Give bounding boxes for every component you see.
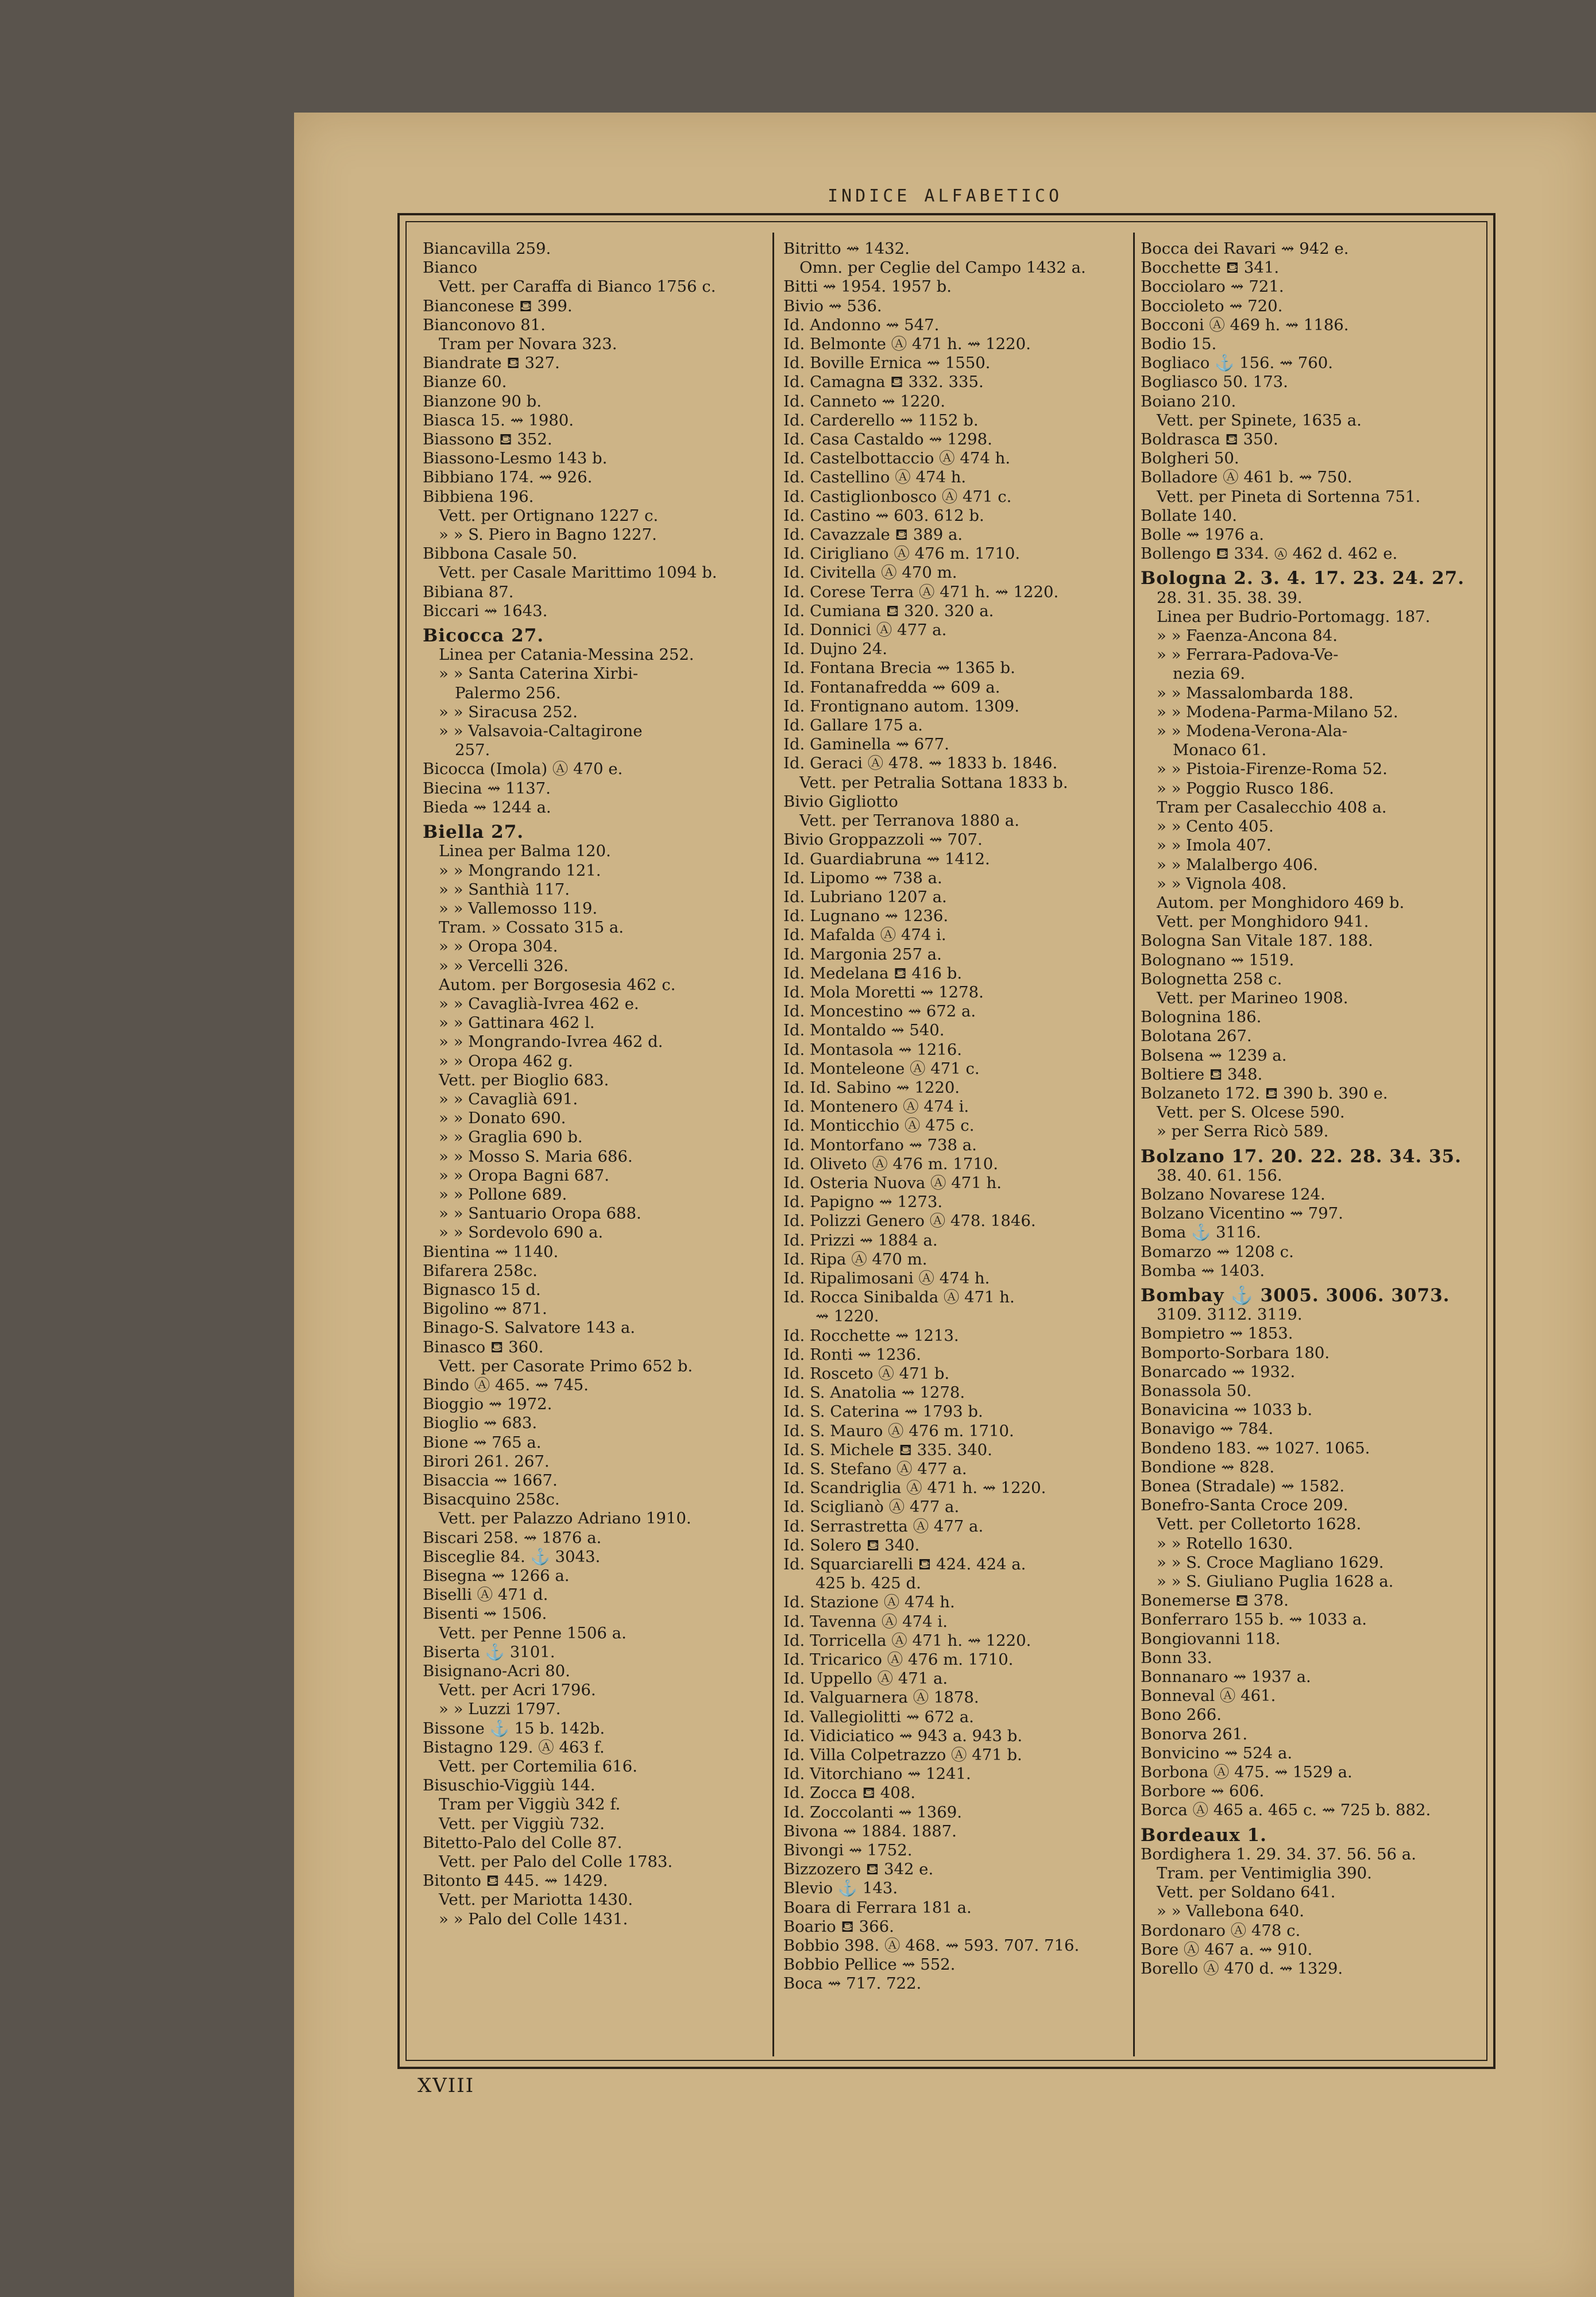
index-entry: Id. Cavazzale ⛾ 389 a.	[783, 525, 963, 544]
index-entry: » » Oropa Bagni 687.	[439, 1166, 609, 1185]
index-entry: Id. Squarciarelli ⛾ 424. 424 a.	[783, 1555, 1026, 1574]
index-entry: Bianzone 90 b.	[423, 392, 542, 411]
index-entry: Id. Uppello Ⓐ 471 a.	[783, 1669, 948, 1688]
index-entry: Boiano 210.	[1141, 392, 1236, 411]
index-entry: Vett. per Spinete, 1635 a.	[1157, 411, 1362, 430]
index-frame	[397, 213, 1495, 2069]
index-entry: Id. Rocchette ⇝ 1213.	[783, 1326, 959, 1345]
index-entry: Bodio 15.	[1141, 335, 1217, 354]
index-entry: Bologna San Vitale 187. 188.	[1141, 931, 1373, 950]
index-entry: » » Pistoia-Firenze-Roma 52.	[1157, 760, 1388, 779]
index-entry: Vett. per Acri 1796.	[439, 1681, 596, 1700]
index-entry: Bivio ⇝ 536.	[783, 296, 882, 315]
index-entry: Bolladore Ⓐ 461 b. ⇝ 750.	[1141, 468, 1352, 487]
index-entry: Bindo Ⓐ 465. ⇝ 745.	[423, 1375, 589, 1394]
index-entry: Vett. per Soldano 641.	[1157, 1883, 1336, 1902]
index-entry: Bonnanaro ⇝ 1937 a.	[1141, 1668, 1311, 1687]
index-entry: Boldrasca ⛾ 350.	[1141, 430, 1278, 449]
index-entry: » » S. Giuliano Puglia 1628 a.	[1157, 1572, 1394, 1591]
index-entry: Autom. per Borgosesia 462 c.	[439, 975, 676, 994]
index-entry: Id. Lugnano ⇝ 1236.	[783, 907, 949, 926]
index-entry: » » Modena-Verona-Ala-	[1157, 722, 1348, 741]
index-entry: Id. Tavenna Ⓐ 474 i.	[783, 1612, 948, 1631]
index-entry: » » Vallemosso 119.	[439, 899, 598, 918]
index-entry: Id. Id. Sabino ⇝ 1220.	[783, 1078, 960, 1097]
index-entry: » » Poggio Rusco 186.	[1157, 779, 1334, 798]
index-entry: Bobbio Pellice ⇝ 552.	[783, 1955, 956, 1974]
index-entry: Id. S. Stefano Ⓐ 477 a.	[783, 1460, 967, 1478]
index-entry: Bibbiena 196.	[423, 487, 534, 506]
index-entry: Bisignano-Acri 80.	[423, 1662, 570, 1681]
index-entry: Bivongi ⇝ 1752.	[783, 1841, 913, 1860]
index-entry: » » Luzzi 1797.	[439, 1700, 561, 1719]
index-entry: Bore Ⓐ 467 a. ⇝ 910.	[1141, 1940, 1313, 1959]
index-entry: Omn. per Ceglie del Campo 1432 a.	[799, 258, 1086, 277]
index-entry: Bolotana 267.	[1141, 1027, 1252, 1046]
index-entry: Vett. per Casale Marittimo 1094 b.	[439, 563, 717, 582]
index-entry: Id. Cirigliano Ⓐ 476 m. 1710.	[783, 544, 1021, 563]
index-entry: Bioggio ⇝ 1972.	[423, 1395, 552, 1414]
index-entry: Bollate 140.	[1141, 506, 1238, 525]
index-entry: Biscari 258. ⇝ 1876 a.	[423, 1528, 602, 1547]
index-entry: Vett. per Petralia Sottana 1833 b.	[799, 773, 1068, 792]
index-entry: Id. Scandriglia Ⓐ 471 h. ⇝ 1220.	[783, 1479, 1046, 1498]
index-entry: Bisceglie 84. ⚓ 3043.	[423, 1547, 601, 1566]
index-entry: » » Modena-Parma-Milano 52.	[1157, 702, 1398, 721]
index-entry: Bocconi Ⓐ 469 h. ⇝ 1186.	[1141, 315, 1349, 334]
index-entry: Blevio ⚓ 143.	[783, 1879, 898, 1898]
index-entry: » » Graglia 690 b.	[439, 1128, 583, 1147]
index-entry: Bianconovo 81.	[423, 315, 546, 334]
index-entry: Bordighera 1. 29. 34. 37. 56. 56 a.	[1141, 1844, 1416, 1863]
index-heading: Bolzano 17. 20. 22. 28. 34. 35.	[1141, 1146, 1462, 1167]
index-entry: Bigolino ⇝ 871.	[423, 1300, 547, 1318]
index-entry: Tram per Viggiù 342 f.	[439, 1795, 621, 1814]
index-entry: Biserta ⚓ 3101.	[423, 1642, 555, 1661]
index-entry: Bordonaro Ⓐ 478 c.	[1141, 1921, 1301, 1940]
page	[294, 113, 1596, 2297]
index-entry: Bione ⇝ 765 a.	[423, 1433, 542, 1452]
index-entry: Id. Torricella Ⓐ 471 h. ⇝ 1220.	[783, 1631, 1031, 1650]
index-entry: Boario ⛾ 366.	[783, 1917, 894, 1936]
index-entry: Id. Rosceto Ⓐ 471 b.	[783, 1364, 950, 1383]
index-entry: Id. Lubriano 1207 a.	[783, 887, 947, 906]
index-entry: Bivona ⇝ 1884. 1887.	[783, 1822, 957, 1840]
index-entry: Bolzano Novarese 124.	[1141, 1185, 1326, 1204]
index-column-2	[783, 239, 1128, 2055]
index-entry: Id. Frontignano autom. 1309.	[783, 697, 1020, 716]
index-entry: Bongiovanni 118.	[1141, 1629, 1281, 1648]
index-entry: Bonneval Ⓐ 461.	[1141, 1687, 1276, 1706]
index-entry: Bisaccia ⇝ 1667.	[423, 1471, 558, 1490]
index-entry: Bioglio ⇝ 683.	[423, 1414, 538, 1433]
index-entry: Tram. per Ventimiglia 390.	[1157, 1864, 1372, 1883]
index-entry: Bignasco 15 d.	[423, 1280, 541, 1299]
index-entry: Vett. per S. Olcese 590.	[1157, 1103, 1345, 1122]
index-entry: Bonavigo ⇝ 784.	[1141, 1420, 1274, 1438]
column-divider	[772, 233, 774, 2056]
index-entry: Id. Gallare 175 a.	[783, 716, 923, 735]
index-entry: Birori 261. 267.	[423, 1452, 550, 1471]
index-entry: 425 b. 425 d.	[816, 1574, 921, 1593]
index-entry: Bolognina 186.	[1141, 1008, 1262, 1027]
index-entry: Bonefro-Santa Croce 209.	[1141, 1496, 1348, 1515]
index-entry: Bisacquino 258c.	[423, 1490, 560, 1509]
page-header: INDICE ALFABETICO	[827, 186, 1063, 206]
index-entry: Id. Castelbottaccio Ⓐ 474 h.	[783, 449, 1011, 468]
index-entry: » » Cavaglià-Ivrea 462 e.	[439, 994, 639, 1013]
index-entry: Id. Castellino Ⓐ 474 h.	[783, 468, 967, 487]
index-entry: Bolgheri 50.	[1141, 449, 1239, 468]
index-entry: » » Mongrando-Ivrea 462 d.	[439, 1033, 663, 1051]
index-entry: Bisegna ⇝ 1266 a.	[423, 1567, 570, 1586]
index-entry: Vett. per Penne 1506 a.	[439, 1623, 627, 1642]
index-entry: Bivio Gigliotto	[783, 792, 898, 811]
index-entry: Vett. per Caraffa di Bianco 1756 c.	[439, 277, 716, 296]
index-entry: Bitonto ⛾ 445. ⇝ 1429.	[423, 1871, 608, 1890]
index-entry: Bolognano ⇝ 1519.	[1141, 950, 1294, 969]
index-entry: Biecina ⇝ 1137.	[423, 779, 551, 798]
index-entry: Id. Castino ⇝ 603. 612 b.	[783, 506, 984, 525]
index-heading: Bordeaux 1.	[1141, 1824, 1267, 1846]
index-entry: Bono 266.	[1141, 1706, 1222, 1724]
index-entry: Vett. per Cortemilia 616.	[439, 1757, 637, 1776]
index-entry: Bomarzo ⇝ 1208 c.	[1141, 1242, 1294, 1261]
index-entry: Id. Mola Moretti ⇝ 1278.	[783, 983, 984, 1001]
index-entry: Bonorva 261.	[1141, 1724, 1248, 1743]
index-entry: Id. Papigno ⇝ 1273.	[783, 1193, 943, 1212]
index-entry: » » Santa Caterina Xirbi-	[439, 664, 639, 683]
index-entry: Bifarera 258c.	[423, 1261, 538, 1280]
index-entry: Id. Margonia 257 a.	[783, 945, 942, 964]
index-entry: Tram per Novara 323.	[439, 335, 617, 354]
index-entry: Vett. per Marineo 1908.	[1157, 988, 1348, 1007]
index-entry: Bonea (Stradale) ⇝ 1582.	[1141, 1477, 1345, 1495]
index-entry: » » S. Croce Magliano 1629.	[1157, 1553, 1384, 1572]
index-entry: Id. Zoccolanti ⇝ 1369.	[783, 1803, 962, 1822]
index-entry: Id. Ripa Ⓐ 470 m.	[783, 1250, 928, 1269]
index-entry: Id. Oliveto Ⓐ 476 m. 1710.	[783, 1154, 999, 1173]
index-entry: Id. Tricarico Ⓐ 476 m. 1710.	[783, 1650, 1014, 1669]
index-entry: » » S. Piero in Bagno 1227.	[439, 525, 657, 544]
index-entry: Id. Fontana Brecia ⇝ 1365 b.	[783, 659, 1015, 678]
index-entry: Id. Geraci Ⓐ 478. ⇝ 1833 b. 1846.	[783, 754, 1058, 773]
index-entry: Linea per Catania-Messina 252.	[439, 645, 694, 664]
index-entry: Bistagno 129. Ⓐ 463 f.	[423, 1738, 605, 1757]
index-entry: Bizzozero ⛾ 342 e.	[783, 1860, 934, 1879]
index-entry: Id. Camagna ⛾ 332. 335.	[783, 373, 984, 392]
index-entry: » » Pollone 689.	[439, 1185, 567, 1204]
index-entry: » » Rotello 1630.	[1157, 1534, 1293, 1553]
index-entry: Boccioleto ⇝ 720.	[1141, 296, 1283, 315]
index-entry: nezia 69.	[1173, 664, 1246, 683]
index-entry: Id. Zocca ⛾ 408.	[783, 1784, 915, 1803]
index-entry: Biselli Ⓐ 471 d.	[423, 1586, 548, 1604]
index-entry: Bibbiano 174. ⇝ 926.	[423, 468, 593, 487]
index-heading: Bombay ⚓ 3005. 3006. 3073.	[1141, 1285, 1450, 1306]
index-entry: Boltiere ⛾ 348.	[1141, 1065, 1263, 1084]
index-entry: Id. Mafalda Ⓐ 474 i.	[783, 926, 946, 945]
index-entry: » » Mongrando 121.	[439, 861, 601, 880]
index-column-1	[423, 239, 767, 2055]
index-entry: Linea per Budrio-Portomagg. 187.	[1157, 607, 1431, 626]
index-entry: Id. Civitella Ⓐ 470 m.	[783, 563, 957, 582]
index-entry: Vett. per Viggiù 732.	[439, 1814, 605, 1833]
index-entry: Bisenti ⇝ 1506.	[423, 1604, 547, 1623]
index-entry: Bianco	[423, 258, 478, 277]
index-entry: » » Cavaglià 691.	[439, 1089, 578, 1108]
index-entry: Id. Canneto ⇝ 1220.	[783, 392, 945, 411]
index-entry: Id. Montasola ⇝ 1216.	[783, 1040, 962, 1059]
index-heading: Biella 27.	[423, 822, 524, 843]
index-entry: Bocchette ⛾ 341.	[1141, 258, 1280, 277]
index-entry: » » Siracusa 252.	[439, 702, 578, 721]
index-entry: Id. Montaldo ⇝ 540.	[783, 1021, 945, 1040]
index-entry: » » Mosso S. Maria 686.	[439, 1147, 633, 1166]
index-entry: Bicocca (Imola) Ⓐ 470 e.	[423, 760, 623, 779]
index-entry: Id. Montorfano ⇝ 738 a.	[783, 1135, 977, 1154]
index-entry: Id. Gaminella ⇝ 677.	[783, 735, 949, 754]
index-entry: Id. Ripalimosani Ⓐ 474 h.	[783, 1269, 990, 1287]
index-entry: Bonavicina ⇝ 1033 b.	[1141, 1401, 1313, 1420]
index-entry: Id. S. Caterina ⇝ 1793 b.	[783, 1402, 983, 1421]
index-entry: Id. Andonno ⇝ 547.	[783, 315, 940, 334]
index-entry: Bivio Groppazzoli ⇝ 707.	[783, 830, 983, 849]
index-entry: Id. Moncestino ⇝ 672 a.	[783, 1002, 976, 1021]
index-entry: » » Malalbergo 406.	[1157, 855, 1318, 874]
index-entry: Borca Ⓐ 465 a. 465 c. ⇝ 725 b. 882.	[1141, 1801, 1431, 1820]
index-entry: Vett. per Bioglio 683.	[439, 1070, 609, 1089]
index-entry: Bolzano Vicentino ⇝ 797.	[1141, 1204, 1343, 1223]
index-entry: Tram per Casalecchio 408 a.	[1157, 798, 1387, 817]
index-entry: Borello Ⓐ 470 d. ⇝ 1329.	[1141, 1959, 1343, 1978]
index-entry: Palermo 256.	[455, 683, 561, 702]
index-entry: Bitti ⇝ 1954. 1957 b.	[783, 277, 952, 296]
index-entry: » » Gattinara 462 l.	[439, 1014, 595, 1033]
index-entry: Vett. per Palo del Colle 1783.	[439, 1853, 673, 1871]
index-entry: » » Santhià 117.	[439, 880, 570, 899]
index-entry: Borbore ⇝ 606.	[1141, 1782, 1265, 1801]
index-entry: Id. Serrastretta Ⓐ 477 a.	[783, 1517, 984, 1536]
index-entry: Bitetto-Palo del Colle 87.	[423, 1833, 623, 1852]
index-entry: » » Santuario Oropa 688.	[439, 1204, 642, 1223]
index-entry: Id. Rocca Sinibalda Ⓐ 471 h.	[783, 1288, 1015, 1307]
index-entry: Id. Fontanafredda ⇝ 609 a.	[783, 678, 1000, 697]
index-entry: Biassono ⛾ 352.	[423, 430, 552, 449]
index-entry: Id. Vidiciatico ⇝ 943 a. 943 b.	[783, 1726, 1023, 1745]
index-entry: Biancavilla 259.	[423, 239, 551, 258]
index-entry: Id. Medelana ⛾ 416 b.	[783, 964, 963, 983]
index-entry: ⇝ 1220.	[816, 1307, 879, 1326]
index-entry: Bibiana 87.	[423, 582, 514, 601]
index-entry: Vett. per Ortignano 1227 c.	[439, 506, 659, 525]
index-heading: Bicocca 27.	[423, 625, 544, 647]
index-entry: » » Vallebona 640.	[1157, 1902, 1304, 1921]
index-entry: Id. Ronti ⇝ 1236.	[783, 1345, 922, 1364]
index-entry: » » Cento 405.	[1157, 817, 1274, 836]
index-entry: Bianconese ⛾ 399.	[423, 296, 573, 315]
index-entry: » » Oropa 462 g.	[439, 1051, 573, 1070]
index-entry: Bondione ⇝ 828.	[1141, 1457, 1275, 1476]
index-entry: Id. Vallegiolitti ⇝ 672 a.	[783, 1707, 974, 1726]
index-entry: Id. Donnici Ⓐ 477 a.	[783, 621, 947, 640]
index-entry: 257.	[455, 741, 490, 760]
index-entry: Bolle ⇝ 1976 a.	[1141, 525, 1265, 544]
index-entry: Bisuschio-Viggiù 144.	[423, 1776, 596, 1795]
index-entry: Bollengo ⛾ 334. Ⓐ 462 d. 462 e.	[1141, 544, 1398, 563]
index-entry: Boma ⚓ 3116.	[1141, 1223, 1261, 1242]
index-entry: Vett. per Monghidoro 941.	[1157, 912, 1369, 931]
index-entry: Bonassola 50.	[1141, 1381, 1252, 1400]
index-entry: Id. Castiglionbosco Ⓐ 471 c.	[783, 487, 1012, 506]
index-entry: Id. Lipomo ⇝ 738 a.	[783, 868, 942, 887]
index-heading: Bologna 2. 3. 4. 17. 23. 24. 27.	[1141, 568, 1464, 589]
index-entry: Vett. per Pineta di Sortenna 751.	[1157, 487, 1421, 506]
index-entry: Id. Osteria Nuova Ⓐ 471 h.	[783, 1173, 1002, 1192]
index-entry: » » Donato 690.	[439, 1109, 566, 1128]
index-entry: Vett. per Casorate Primo 652 b.	[439, 1356, 693, 1375]
index-entry: Bolognetta 258 c.	[1141, 969, 1282, 988]
index-entry: Biassono-Lesmo 143 b.	[423, 449, 608, 468]
index-entry: Tram. » Cossato 315 a.	[439, 918, 624, 937]
index-entry: Id. Cumiana ⛾ 320. 320 a.	[783, 601, 994, 620]
index-entry: Id. Belmonte Ⓐ 471 h. ⇝ 1220.	[783, 335, 1031, 354]
index-entry: Biandrate ⛾ 327.	[423, 354, 560, 373]
index-entry: Id. Polizzi Genero Ⓐ 478. 1846.	[783, 1212, 1036, 1231]
index-entry: Id. Monticchio Ⓐ 475 c.	[783, 1116, 975, 1135]
index-entry: Bibbona Casale 50.	[423, 544, 578, 563]
index-entry: Vett. per Terranova 1880 a.	[799, 811, 1019, 830]
index-entry: » » Valsavoia-Caltagirone	[439, 722, 643, 741]
index-entry: Id. Corese Terra Ⓐ 471 h. ⇝ 1220.	[783, 582, 1059, 601]
index-entry: Bonn 33.	[1141, 1648, 1212, 1667]
index-entry: Bieda ⇝ 1244 a.	[423, 798, 551, 817]
index-entry: Id. Montenero Ⓐ 474 i.	[783, 1097, 969, 1116]
index-entry: Id. Villa Colpetrazzo Ⓐ 471 b.	[783, 1746, 1022, 1765]
index-entry: Bocca dei Ravari ⇝ 942 e.	[1141, 239, 1349, 258]
index-entry: Vett. per Palazzo Adriano 1910.	[439, 1509, 691, 1528]
index-entry: Bompietro ⇝ 1853.	[1141, 1324, 1293, 1343]
index-entry: Id. Prizzi ⇝ 1884 a.	[783, 1231, 938, 1250]
index-entry: Id. S. Mauro Ⓐ 476 m. 1710.	[783, 1421, 1014, 1440]
index-entry: Binasco ⛾ 360.	[423, 1337, 544, 1356]
index-entry: Biccari ⇝ 1643.	[423, 601, 548, 620]
index-entry: Bolzaneto 172. ⛾ 390 b. 390 e.	[1141, 1084, 1388, 1103]
index-entry: Biasca 15. ⇝ 1980.	[423, 411, 574, 430]
index-entry: Bomporto-Sorbara 180.	[1141, 1343, 1330, 1362]
index-entry: » » Faenza-Ancona 84.	[1157, 627, 1338, 645]
index-entry: Vett. per Mariotta 1430.	[439, 1890, 633, 1909]
index-entry: 38. 40. 61. 156.	[1157, 1166, 1282, 1185]
index-entry: Bonvicino ⇝ 524 a.	[1141, 1743, 1293, 1762]
index-entry: Bonemerse ⛾ 378.	[1141, 1591, 1289, 1610]
index-entry: » » Oropa 304.	[439, 937, 558, 956]
index-entry: Bolsena ⇝ 1239 a.	[1141, 1046, 1287, 1065]
index-entry: » » Sordevolo 690 a.	[439, 1223, 604, 1242]
index-entry: » » Ferrara-Padova-Ve-	[1157, 645, 1339, 664]
index-entry: Id. Carderello ⇝ 1152 b.	[783, 411, 979, 430]
index-entry: Bogliaco ⚓ 156. ⇝ 760.	[1141, 354, 1334, 373]
index-entry: Monaco 61.	[1173, 741, 1267, 760]
index-entry: Binago-S. Salvatore 143 a.	[423, 1318, 636, 1337]
index-entry: Id. Stazione Ⓐ 474 h.	[783, 1593, 955, 1612]
index-entry: » » Vercelli 326.	[439, 956, 569, 975]
index-entry: 3109. 3112. 3119.	[1157, 1305, 1303, 1324]
index-entry: Boca ⇝ 717. 722.	[783, 1974, 922, 1993]
index-entry: Id. Solero ⛾ 340.	[783, 1536, 920, 1554]
index-entry: Bomba ⇝ 1403.	[1141, 1261, 1265, 1280]
index-entry: Bissone ⚓ 15 b. 142b.	[423, 1719, 605, 1738]
index-entry: » » Imola 407.	[1157, 836, 1272, 855]
index-entry: Bobbio 398. Ⓐ 468. ⇝ 593. 707. 716.	[783, 1936, 1080, 1955]
index-entry: Linea per Balma 120.	[439, 842, 611, 861]
page-number: XVIII	[418, 2074, 475, 2097]
index-entry: » » Massalombarda 188.	[1157, 683, 1354, 702]
column-divider	[1133, 233, 1135, 2056]
index-entry: Id. S. Michele ⛾ 335. 340.	[783, 1440, 992, 1459]
index-entry: » » Palo del Colle 1431.	[439, 1909, 628, 1928]
index-entry: Boara di Ferrara 181 a.	[783, 1898, 972, 1917]
index-entry: Bonarcado ⇝ 1932.	[1141, 1362, 1296, 1381]
index-entry: Vett. per Colletorto 1628.	[1157, 1515, 1362, 1534]
index-entry: Id. Sciglianò Ⓐ 477 a.	[783, 1498, 960, 1517]
index-entry: Id. Valguarnera Ⓐ 1878.	[783, 1688, 979, 1707]
index-entry: Bitritto ⇝ 1432.	[783, 239, 910, 258]
index-entry: Borbona Ⓐ 475. ⇝ 1529 a.	[1141, 1763, 1352, 1782]
index-entry: Bocciolaro ⇝ 721.	[1141, 277, 1284, 296]
index-entry: Id. Vitorchiano ⇝ 1241.	[783, 1765, 971, 1784]
index-entry: Bonferraro 155 b. ⇝ 1033 a.	[1141, 1610, 1367, 1629]
index-entry: Bondeno 183. ⇝ 1027. 1065.	[1141, 1438, 1370, 1457]
index-entry: Bogliasco 50. 173.	[1141, 373, 1288, 392]
index-entry: Id. S. Anatolia ⇝ 1278.	[783, 1383, 965, 1402]
index-entry: Id. Casa Castaldo ⇝ 1298.	[783, 430, 992, 449]
index-entry: » per Serra Ricò 589.	[1157, 1122, 1329, 1141]
index-entry: Id. Dujno 24.	[783, 640, 887, 659]
index-entry: » » Vignola 408.	[1157, 874, 1287, 893]
index-entry: Bianze 60.	[423, 373, 507, 392]
index-entry: Id. Monteleone Ⓐ 471 c.	[783, 1059, 980, 1078]
index-column-3	[1141, 239, 1485, 2055]
index-entry: Autom. per Monghidoro 469 b.	[1157, 893, 1405, 912]
index-entry: Id. Guardiabruna ⇝ 1412.	[783, 849, 990, 868]
index-entry: Id. Boville Ernica ⇝ 1550.	[783, 354, 991, 373]
index-entry: 28. 31. 35. 38. 39.	[1157, 588, 1303, 607]
index-entry: Bientina ⇝ 1140.	[423, 1242, 559, 1261]
